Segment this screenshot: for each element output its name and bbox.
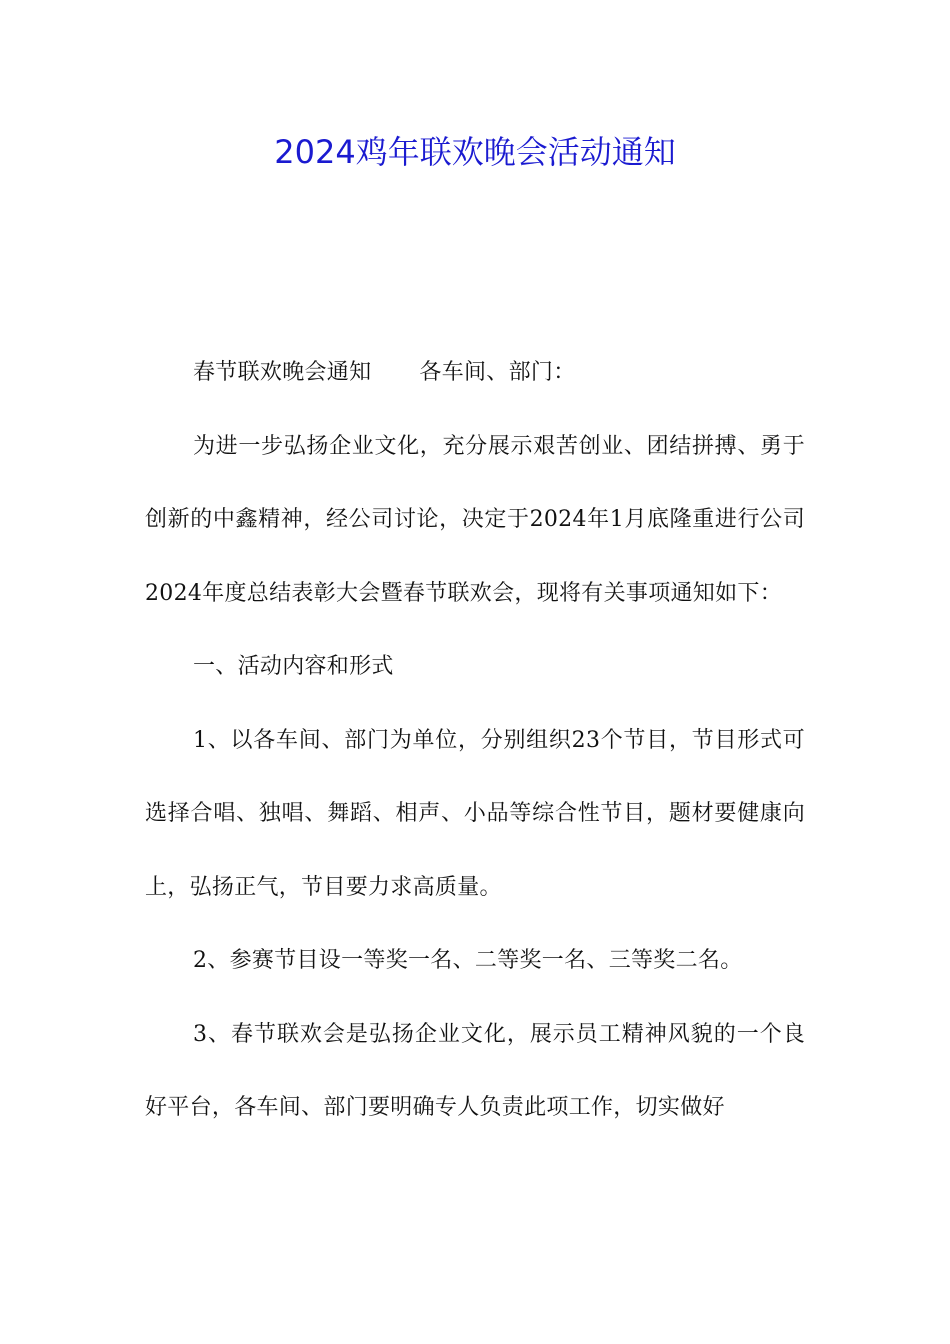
paragraph-item-3: 3、春节联欢会是弘扬企业文化，展示员工精神风貌的一个良好平台，各车间、部门要明确专人负责此项工作，切实做好 [145, 1021, 805, 1120]
paragraph-item-1: 1、以各车间、部门为单位，分别组织23个节目，节目形式可选择合唱、独唱、舞蹈、相声、小品等综合性节目，题材要健康向上，弘扬正气，节目要力求高质量。 [145, 727, 805, 900]
section-heading-1: 一、活动内容和形式 [193, 654, 394, 679]
paragraph-intro: 为进一步弘扬企业文化，充分展示艰苦创业、团结拼搏、勇于创新的中鑫精神，经公司讨论，决定于2024年1月底隆重进行公司2024年度总结表彰大会暨春节联欢会，现将有关事项通知如下： [145, 433, 805, 606]
salutation-notice: 春节联欢晚会通知 [193, 360, 372, 385]
paragraph-item-2: 2、参赛节目设一等奖一名、二等奖一名、三等奖二名。 [193, 948, 743, 973]
document-body [145, 336, 805, 1145]
salutation-recipients: 各车间、部门： [419, 360, 576, 385]
salutation-line [145, 336, 805, 410]
document-title: 2024鸡年联欢晚会活动通知 [274, 133, 676, 171]
